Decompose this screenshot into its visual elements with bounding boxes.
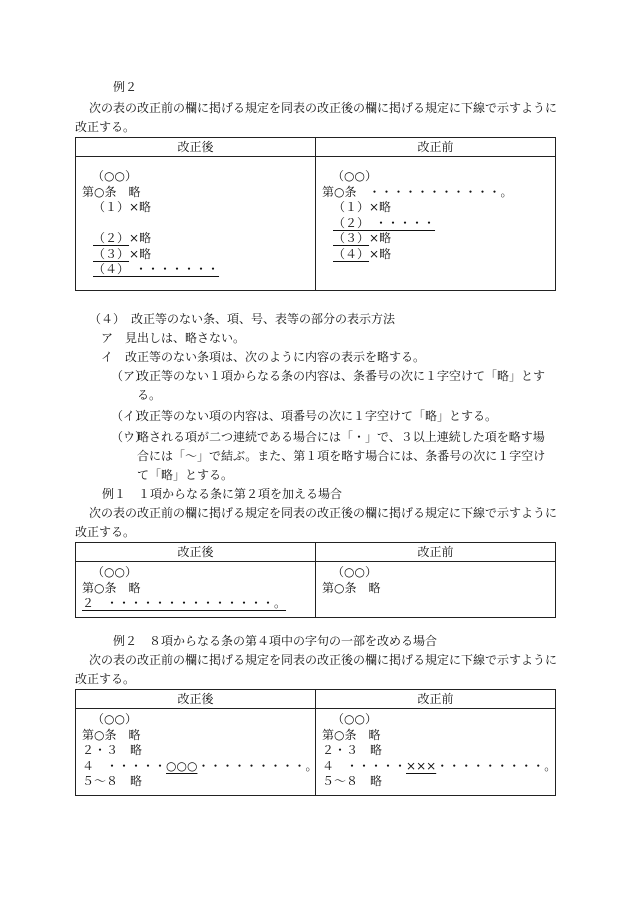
item-line: （２） ・・・・・ bbox=[333, 215, 436, 230]
caption-heading: （○○） bbox=[332, 565, 377, 579]
article-line: 第○条 ・・・・・・・・・・・。 bbox=[322, 184, 513, 199]
caption-heading: （○○） bbox=[332, 712, 377, 726]
section-heading: （４） 改正等のない条、項、号、表等の部分の表示方法 bbox=[89, 312, 396, 326]
item-line: ５～８ 略 bbox=[82, 774, 143, 788]
item-line: ５～８ 略 bbox=[322, 774, 383, 788]
article-line: 第○条 略 bbox=[82, 580, 141, 595]
item-line: ２ ・・・・・・・・・・・・・・。 bbox=[82, 596, 287, 610]
item-line: （１）×略 bbox=[93, 200, 152, 214]
header-before: 改正前 bbox=[316, 138, 556, 157]
item-line: ２・３ 略 bbox=[82, 743, 143, 757]
item-line: （１）×略 bbox=[333, 200, 392, 214]
comparison-table bbox=[75, 137, 556, 291]
example-label: 例１ １項からなる条に第２項を加える場合 bbox=[102, 487, 343, 501]
comparison-table bbox=[75, 689, 556, 796]
article-line: 第○条 略 bbox=[322, 727, 381, 742]
header-before: 改正前 bbox=[316, 690, 556, 709]
rule-i: イ 改正等のない条項は、次のように内容の表示を略する。 bbox=[101, 350, 426, 364]
section-example-2a bbox=[75, 78, 558, 291]
cell-before bbox=[316, 157, 556, 291]
article-line: 第○条 略 bbox=[82, 184, 141, 199]
intro-line-cont: 改正する。 bbox=[75, 120, 136, 134]
example-label: 例２ bbox=[113, 80, 138, 94]
cell-after bbox=[76, 562, 316, 618]
rule-a: ア 見出しは、略さない。 bbox=[101, 331, 246, 345]
header-before: 改正前 bbox=[316, 543, 556, 562]
item-line: （３）×略 bbox=[93, 246, 152, 261]
cell-before bbox=[316, 709, 556, 796]
item-line: ２・３ 略 bbox=[322, 743, 383, 757]
caption-heading: （○○） bbox=[92, 565, 137, 579]
example-label: 例２ ８項からなる条の第４項中の字句の一部を改める場合 bbox=[113, 634, 438, 648]
header-after: 改正後 bbox=[76, 543, 316, 562]
rule-o1: （ア）改正等のない１項からなる条の内容は、条番号の次に１字空けて「略」とする。 bbox=[111, 369, 546, 402]
cell-after bbox=[76, 709, 316, 796]
item-line: （４）×略 bbox=[333, 246, 392, 261]
article-line: 第○条 略 bbox=[322, 580, 381, 595]
section-omission-rules bbox=[75, 310, 558, 618]
cell-after bbox=[76, 157, 316, 291]
rule-o3: （ウ）略される項が二つ連続である場合には「・」で、３以上連続した項を略す場合には「～」で結ぶ。また、第１項を略す場合には、条番号の次に１字空けて「略」とする。 bbox=[111, 430, 546, 482]
caption-heading: （○○） bbox=[92, 712, 137, 726]
item-line: ４ ・・・・・○○○・・・・・・・・・。 bbox=[82, 758, 318, 773]
intro-line: 次の表の改正前の欄に掲げる規定を同表の改正後の欄に掲げる規定に下線で示すように bbox=[89, 653, 558, 667]
header-after: 改正後 bbox=[76, 138, 316, 157]
item-line: ４ ・・・・・×××・・・・・・・・・。 bbox=[322, 758, 557, 773]
comparison-table bbox=[75, 542, 556, 618]
header-after: 改正後 bbox=[76, 690, 316, 709]
item-line: （４） ・・・・・・・ bbox=[93, 262, 220, 276]
intro-line: 次の表の改正前の欄に掲げる規定を同表の改正後の欄に掲げる規定に下線で示すように bbox=[89, 101, 558, 115]
caption-heading: （○○） bbox=[92, 169, 137, 183]
section-example-2b bbox=[75, 632, 558, 796]
caption-heading: （○○） bbox=[332, 169, 377, 183]
cell-before bbox=[316, 562, 556, 618]
intro-line: 次の表の改正前の欄に掲げる規定を同表の改正後の欄に掲げる規定に下線で示すように bbox=[89, 506, 558, 520]
item-line: （３）×略 bbox=[333, 231, 392, 245]
intro-line-cont: 改正する。 bbox=[75, 672, 136, 686]
article-line: 第○条 略 bbox=[82, 727, 141, 742]
intro-line-cont: 改正する。 bbox=[75, 525, 136, 539]
rule-o2: （イ）改正等のない項の内容は、項番号の次に１字空けて「略」とする。 bbox=[111, 409, 498, 423]
item-line: （２）×略 bbox=[93, 231, 152, 245]
